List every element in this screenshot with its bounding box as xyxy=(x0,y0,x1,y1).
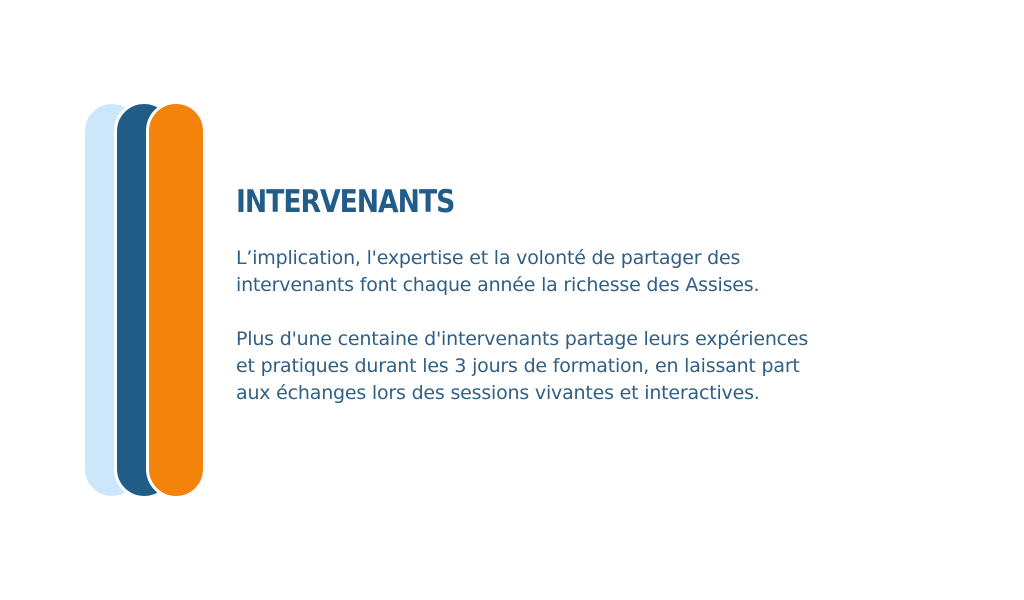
details-line-2: et pratiques durant les 3 jours de formation, en laissant part xyxy=(236,355,800,377)
decorative-bars xyxy=(82,101,212,501)
intro-line-1: L’implication, l'expertise et la volonté de partager des xyxy=(236,247,741,269)
intro-paragraph xyxy=(236,245,916,299)
section-content xyxy=(236,182,916,407)
details-paragraph xyxy=(236,326,916,407)
details-line-1: Plus d'une centaine d'intervenants partage leurs expériences xyxy=(236,328,809,350)
section-title: INTERVENANTS xyxy=(236,184,455,220)
details-line-3: aux échanges lors des sessions vivantes et interactives. xyxy=(236,382,760,404)
intro-line-2: intervenants font chaque année la richesse des Assises. xyxy=(236,274,760,296)
orange-bar xyxy=(146,101,206,499)
